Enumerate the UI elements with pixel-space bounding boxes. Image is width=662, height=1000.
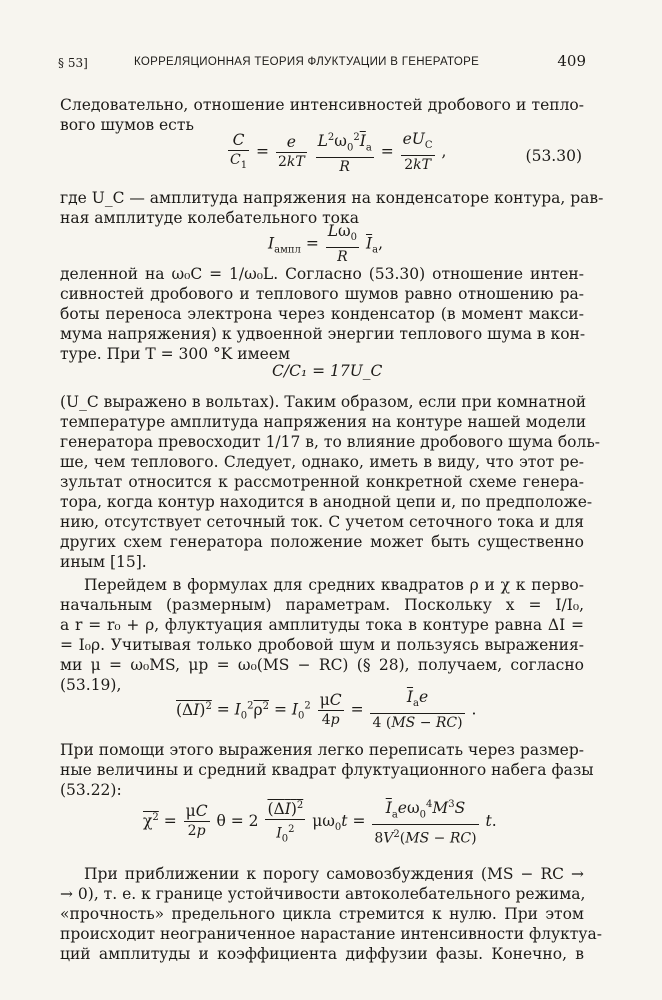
text-line: ций амплитуды и коэффициента диффузии фазы. Конечно, в bbox=[60, 945, 584, 963]
text-line: ми μ = ω₀MS, μp = ω₀(MS − RC) (§ 28), получаем, согласно bbox=[60, 656, 584, 674]
text-line: (53.19), bbox=[60, 676, 122, 694]
equation-delta-i-square: $(\Delta I)^2 = I_0^2\rho^2 = I_0^2$ $\frac{\mu C}{4p}$ = $\frac{\overline{I}_ae}{4 (MS - RC)}$ . bbox=[176, 688, 477, 732]
text-line: начальным (размерным) параметрам. Поскольку x = I/I₀, bbox=[60, 596, 584, 614]
equation-phase-diffusion: $\chi^2$ = $\frac{\mu C}{2p}$ θ = 2 $\frac{(\Delta I)^2}{I_0^2}$ $\mu\omega_0t$ = $\frac{\overline{I}_ae\omega_0^4M^3S}{8V^2(MS - RC)}$ t. bbox=[143, 795, 497, 849]
section-ref: § 53] bbox=[58, 56, 88, 70]
text-line: мума напряжения) к удвоенной энергии теплового шума в кон- bbox=[60, 325, 586, 343]
equation-ratio: C/C₁ = 17U_C bbox=[272, 362, 383, 380]
text-line: тора, когда контур находится в анодной цепи и, по предположе- bbox=[60, 493, 593, 511]
equation-number: (53.30) bbox=[525, 147, 582, 165]
text-line: (53.22): bbox=[60, 781, 122, 799]
text-line: боты переноса электрона через конденсатор (в момент макси- bbox=[60, 305, 584, 323]
text-line: где U_C — амплитуда напряжения на конденсаторе контура, рав- bbox=[60, 189, 604, 207]
text-line: Перейдем в формулах для средних квадратов ρ и χ к перво- bbox=[84, 576, 584, 594]
text-line: вого шумов есть bbox=[60, 116, 194, 134]
text-line: генератора превосходит 1/17 в, то влияние дробового шума боль- bbox=[60, 433, 601, 451]
text-line: а r = r₀ + ρ, флуктуация амплитуды тока в контуре равна ΔI = bbox=[60, 616, 584, 634]
text-line: При приближении к порогу самовозбуждения (MS − RC → bbox=[84, 865, 584, 883]
text-line: происходит неограниченное нарастание интенсивности флуктуа- bbox=[60, 925, 602, 943]
text-line: ше, чем теплового. Следует, однако, иметь в виду, что этот ре- bbox=[60, 453, 584, 471]
text-line: Следовательно, отношение интенсивностей дробового и тепло- bbox=[60, 96, 584, 114]
chapter-title: КОРРЕЛЯЦИОННАЯ ТЕОРИЯ ФЛУКТУАЦИИ В ГЕНЕРАТОРЕ bbox=[134, 56, 480, 68]
equation-amplitude-current: $I_{ампл}$ = $\frac{L\omega_0}{R}$ $\overline{I}_a$, bbox=[268, 222, 384, 266]
text-line: других схем генератора положение может быть существенно bbox=[60, 533, 584, 551]
text-line: зультат относится к рассмотренной конкретной схеме генера- bbox=[60, 473, 584, 491]
text-line: деленной на ω₀C = 1/ω₀L. Согласно (53.30) отношение интен- bbox=[60, 265, 584, 283]
text-line: «прочность» предельного цикла стремится к нулю. При этом bbox=[60, 905, 584, 923]
text-line: = I₀ρ. Учитывая только дробовой шум и пользуясь выражения- bbox=[60, 636, 584, 654]
text-line: → 0), т. е. к границе устойчивости автоколебательного режима, bbox=[60, 885, 586, 903]
running-header bbox=[58, 52, 586, 74]
equation-53-30: $\frac{C}{C_1}$ = $\frac{e}{2kT}$ $\frac{L^2\omega_0^2\overline{I}_a}{R}$ = $\frac{eU_C}{2kT}$ , bbox=[226, 128, 446, 177]
text-line: ные величины и средний квадрат флуктуационного набега фазы bbox=[60, 761, 594, 779]
text-line: температуре амплитуда напряжения на контуре нашей модели bbox=[60, 413, 587, 431]
text-line: туре. При T = 300 °K имеем bbox=[60, 345, 291, 363]
text-line: нию, отсутствует сеточный ток. С учетом сеточного тока и для bbox=[60, 513, 584, 531]
text-line: сивностей дробового и теплового шумов равно отношению ра- bbox=[60, 285, 584, 303]
text-line: При помощи этого выражения легко переписать через размер- bbox=[60, 741, 584, 759]
page-number: 409 bbox=[557, 52, 586, 70]
text-line: (U_C выражено в вольтах). Таким образом, если при комнатной bbox=[60, 393, 587, 411]
text-line: иным [15]. bbox=[60, 553, 147, 571]
text-line: ная амплитуде колебательного тока bbox=[60, 209, 359, 227]
